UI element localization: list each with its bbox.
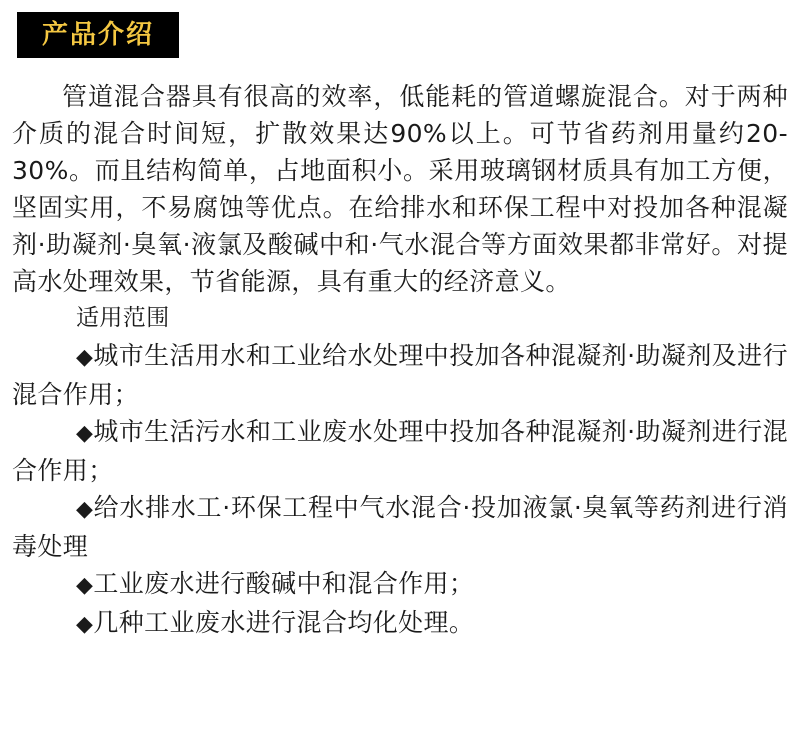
application-text: 几种工业废水进行混合均化处理。 [93,608,475,637]
diamond-bullet-icon: ◆ [76,612,94,637]
diamond-bullet-icon: ◆ [76,497,94,522]
application-item [12,337,788,413]
application-text: 城市生活用水和工业给水处理中投加各种混凝剂·助凝剂及进行混合作用； [12,341,788,409]
section-title-bar [17,12,179,58]
applications-heading: 适用范围 [76,305,170,331]
application-item [12,489,788,565]
application-text: 城市生活污水和工业废水处理中投加各种混凝剂·助凝剂进行混合作用； [12,417,788,485]
application-text: 给水排水工·环保工程中气水混合·投加液氯·臭氧等药剂进行消毒处理 [12,493,788,561]
application-item [12,565,788,604]
diamond-bullet-icon: ◆ [76,345,94,370]
application-item [12,413,788,489]
application-item [12,604,788,643]
intro-paragraph: 管道混合器具有很高的效率，低能耗的管道螺旋混合。对于两种介质的混合时间短，扩散效果达90%以上。可节省药剂用量约20-30%。而且结构简单，占地面积小。采用玻璃钢材质具有加工方便，坚固实用，不易腐蚀等优点。在给排水和环保工程中对投加各种混凝剂·助凝剂·臭氧·液氯及酸碱中和·气水混合等方面效果都非常好。对提高水处理效果，节省能源，具有重大的经济意义。 [12,82,788,296]
diamond-bullet-icon: ◆ [76,421,94,446]
application-text: 工业废水进行酸碱中和混合作用； [93,569,475,598]
product-description [12,78,788,643]
section-title: 产品介绍 [41,20,154,50]
diamond-bullet-icon: ◆ [76,573,94,598]
